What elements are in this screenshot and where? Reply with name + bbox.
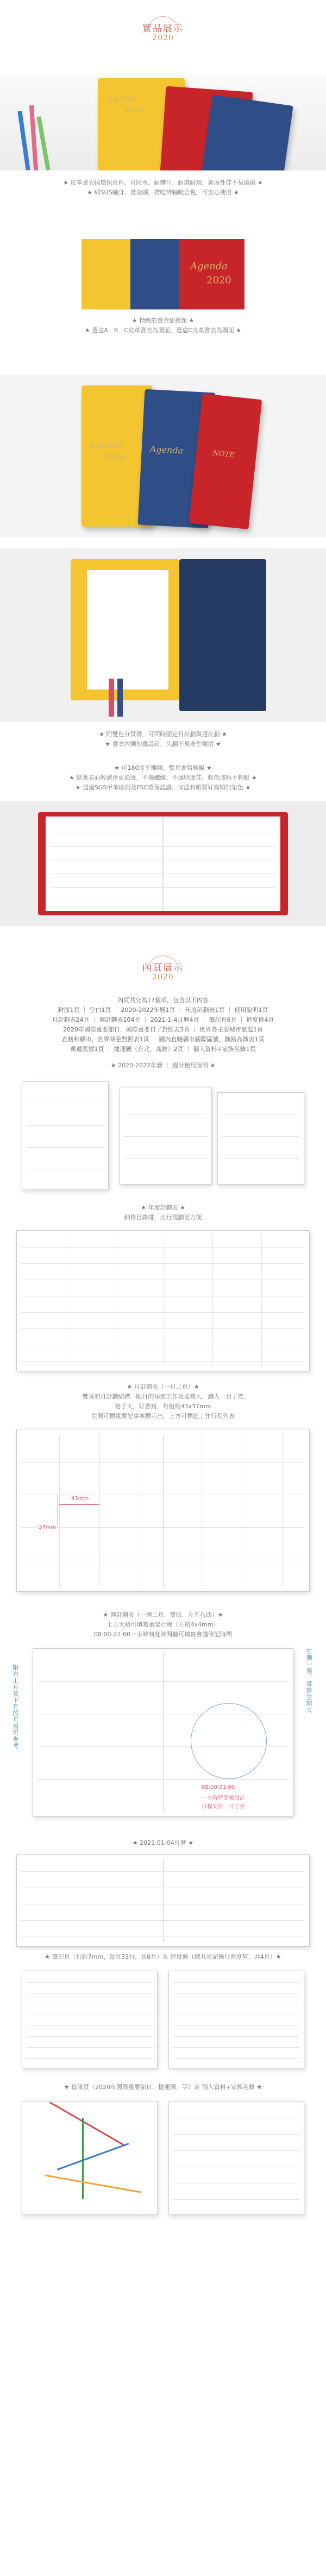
caption-line: ★ 選這A．B．C皮革書衣為圖面，選這C皮革書衣為圖面 ★	[84, 327, 242, 334]
caption-line: 細格目錄排，出行規劃更方便	[124, 1214, 202, 1221]
caption-2021-calendar	[0, 1835, 326, 1851]
intro-line: 月計劃表24頁 ｜ 週計劃表104頁 ｜ 2021-1-4月曆4頁 ｜ 筆記頁6頁 ｜ 進度條4頁	[52, 1016, 274, 1023]
section-year-plan	[0, 1200, 326, 1379]
section-cover-close	[0, 239, 326, 375]
caption-line: ★ 書衣內側加寬設計，久翻不易產生翹摺 ★	[105, 740, 221, 748]
mrt-line-orange	[45, 2174, 141, 2193]
badge-inner	[0, 945, 326, 990]
week-spread-wrap	[0, 1643, 326, 1827]
caption-line: ★ 皮革書衣採環保皮料，可防水、耐髒汙，耐磨耐刮，延展性佳不易破損 ★	[63, 179, 263, 186]
page-week-spread	[33, 1648, 293, 1817]
page-inner	[87, 570, 168, 689]
caption-line: ★ 紙張表面較潔淨更通透，不傷纖維，不透明度佳，輕色淺粉不刺眼 ★	[69, 774, 257, 781]
badge-title: 內頁展示	[142, 963, 184, 973]
page-year-calendar	[22, 1081, 109, 1190]
caption-month-plan	[0, 1379, 326, 1425]
section-2021-calendar	[0, 1835, 326, 1949]
page-mrt-map	[22, 2101, 158, 2215]
dim-height-label: 37mm	[39, 1524, 57, 1530]
hotstamp-agenda: Agenda	[190, 261, 228, 272]
note-right-week: 右側一週，書寫空間大	[305, 1648, 312, 1713]
ribbon-pink	[109, 679, 114, 717]
section-product-display	[0, 0, 326, 239]
info-pages-row	[0, 2096, 326, 2223]
caption-year-plan	[0, 1200, 326, 1226]
dim-width-label: 43mm	[71, 1496, 89, 1502]
caption-line: ★ 細SUS軸身．燙金刷，帶吃辨軸吸合視，可安心使用 ★	[87, 189, 239, 196]
photo-three-covers	[0, 375, 326, 537]
intro-line: 郵遞區號1頁 ｜ 捷運圖（台北、高雄）2頁 ｜ 個人資料+家族名錄1頁	[70, 1046, 256, 1053]
section-info-pages	[0, 2079, 326, 2229]
caption-block-3	[0, 726, 326, 752]
intro-line: 封面1頁 ｜ 空白1頁 ｜ 2020-2022年曆1頁 ｜ 年度計劃表1頁 ｜ 使用說明1頁	[58, 1007, 268, 1014]
page-usage-guide	[120, 1087, 212, 1185]
caption-line: ★ 月計劃表（一月二頁）★	[127, 1383, 199, 1390]
notes-pages-row	[0, 1965, 326, 2074]
cover-red-2	[189, 394, 262, 529]
page-progress	[168, 1971, 304, 2068]
section-ribbons	[0, 548, 326, 760]
note-time-b: 一小時時間軸設計	[202, 1795, 245, 1801]
intro-line: 2020年國際重要節日．國際重要日子對照表3頁 ｜ 世界各主要城市氣溫1頁	[63, 1026, 263, 1033]
cover-year-text: 2020	[125, 105, 145, 114]
page-month-spread	[16, 1429, 310, 1592]
caption-line: ★ 年度計劃表 ★	[141, 1204, 185, 1211]
cover-agenda-text: Agenda	[149, 444, 184, 456]
section-flat-open	[0, 760, 326, 945]
ribbon-navy	[117, 679, 123, 717]
zoom-circle	[191, 1703, 267, 1779]
note-time-a: 08:00-21:00	[202, 1784, 235, 1790]
caption-line: 08:00-21:00一小時刻度時間軸可填寫會議等記時間	[93, 1631, 233, 1638]
badge-subtitle: 2020	[152, 973, 174, 982]
caption-block-2	[0, 313, 326, 339]
spread-pages	[46, 817, 280, 911]
intro-line: 直轄和縣市，世界時差對照表1頁 ｜ 國內直轄縣市國際區號，鐵路高鐵表1頁	[61, 1036, 265, 1043]
caption-line: ★ 附雙色分頁帶，可同時固定月計劃與週計劃 ★	[99, 731, 227, 738]
hotstamp-year: 2020	[206, 275, 231, 286]
caption-line: 雙頁的月計劃結構一眼月的預定工作及要寫入，讓人一目了然	[82, 1393, 244, 1400]
badge-product	[0, 0, 326, 51]
corner-red	[179, 239, 244, 309]
mrt-line-blue	[57, 2143, 129, 2170]
cover-blue	[201, 94, 293, 170]
calendar-pages-row	[0, 1076, 326, 1195]
caption-info	[0, 2079, 326, 2096]
pencil-pink	[29, 105, 38, 170]
caption-calendar	[0, 1058, 326, 1074]
caption-line: ★ 精緻的燙金加標題 ★	[131, 317, 195, 324]
page-notes	[22, 1971, 158, 2068]
corner-yellow	[82, 239, 130, 309]
cover-note-text: NOTE	[212, 449, 235, 460]
photo-covers-stack	[0, 73, 326, 170]
photo-ribbons	[0, 548, 326, 722]
section-week-plan	[0, 1607, 326, 1835]
note-side-calendar: 附有上月及下月的月曆可參考	[12, 1664, 19, 1749]
page-usage-right	[217, 1092, 304, 1185]
cover-agenda-text: Agenda	[90, 440, 123, 450]
section-three-covers	[0, 375, 326, 548]
caption-line: ★ 資訊頁（2020年國際重要節日．捷運圖．等）＆ 個人資料+家族名錄 ★	[64, 2084, 262, 2091]
section-inner-pages	[0, 945, 326, 1200]
section-month-plan	[0, 1379, 326, 1607]
intro-line: 內頁共分為17個項，包含以下內容	[117, 997, 209, 1004]
badge-title: 實品展示	[142, 23, 184, 34]
photo-flat-open	[0, 801, 326, 926]
mrt-line-green	[82, 2118, 84, 2199]
caption-line: 上方大格可填寫重要行程（方格4x4mm）	[106, 1621, 220, 1628]
page-personal-info	[168, 2101, 304, 2215]
cover-navy	[179, 559, 266, 711]
cover-year-text: 2020	[103, 452, 126, 462]
caption-line: ★ 2020-2022年曆 ｜ 週計使用說明 ★	[110, 1062, 216, 1069]
spread-gutter	[162, 817, 164, 911]
caption-line: ★ 筆記頁（行距7mm，每頁33行，共6頁）＆ 進度條（總共可記錄行進度值，共4頁）★	[45, 1953, 281, 1960]
caption-line: ★ 可180度平攤開，雙頁書寫無礙 ★	[114, 764, 212, 771]
badge-subtitle: 2020	[152, 34, 174, 42]
photo-hotstamp	[82, 239, 244, 309]
caption-line: 左側可標重要記事案標示出，上方可標記工作行程列表	[91, 1413, 235, 1420]
section-notes	[0, 1949, 326, 2079]
pencil-blue	[17, 111, 30, 170]
caption-line: ★ 週計劃表（一週二頁．雙版．左五右四）★	[103, 1611, 223, 1618]
note-time-c: 行程安排一目了然	[202, 1804, 245, 1810]
caption-notes	[0, 1949, 326, 1965]
dim-width-line	[59, 1504, 99, 1505]
caption-block-4	[0, 760, 326, 796]
corner-blue	[130, 239, 179, 309]
caption-week-plan	[0, 1607, 326, 1643]
page-2021-spread	[16, 1855, 310, 1947]
caption-block-1	[0, 175, 326, 201]
inner-intro	[0, 996, 326, 1054]
pencil-green	[36, 116, 50, 170]
caption-line: ★ 通過SGS甲苯檢測及FSC環保認證，又溫和紙質好寫順無染色 ★	[75, 784, 251, 791]
caption-line: 格子大，好書寫，每格約43x37mm	[115, 1403, 211, 1410]
mrt-line-red	[49, 2102, 126, 2147]
caption-line: ★ 2021.01-04月曆 ★	[132, 1839, 194, 1846]
page-year-plan-spread	[16, 1230, 310, 1371]
cover-agenda-text: Agenda	[108, 94, 137, 103]
